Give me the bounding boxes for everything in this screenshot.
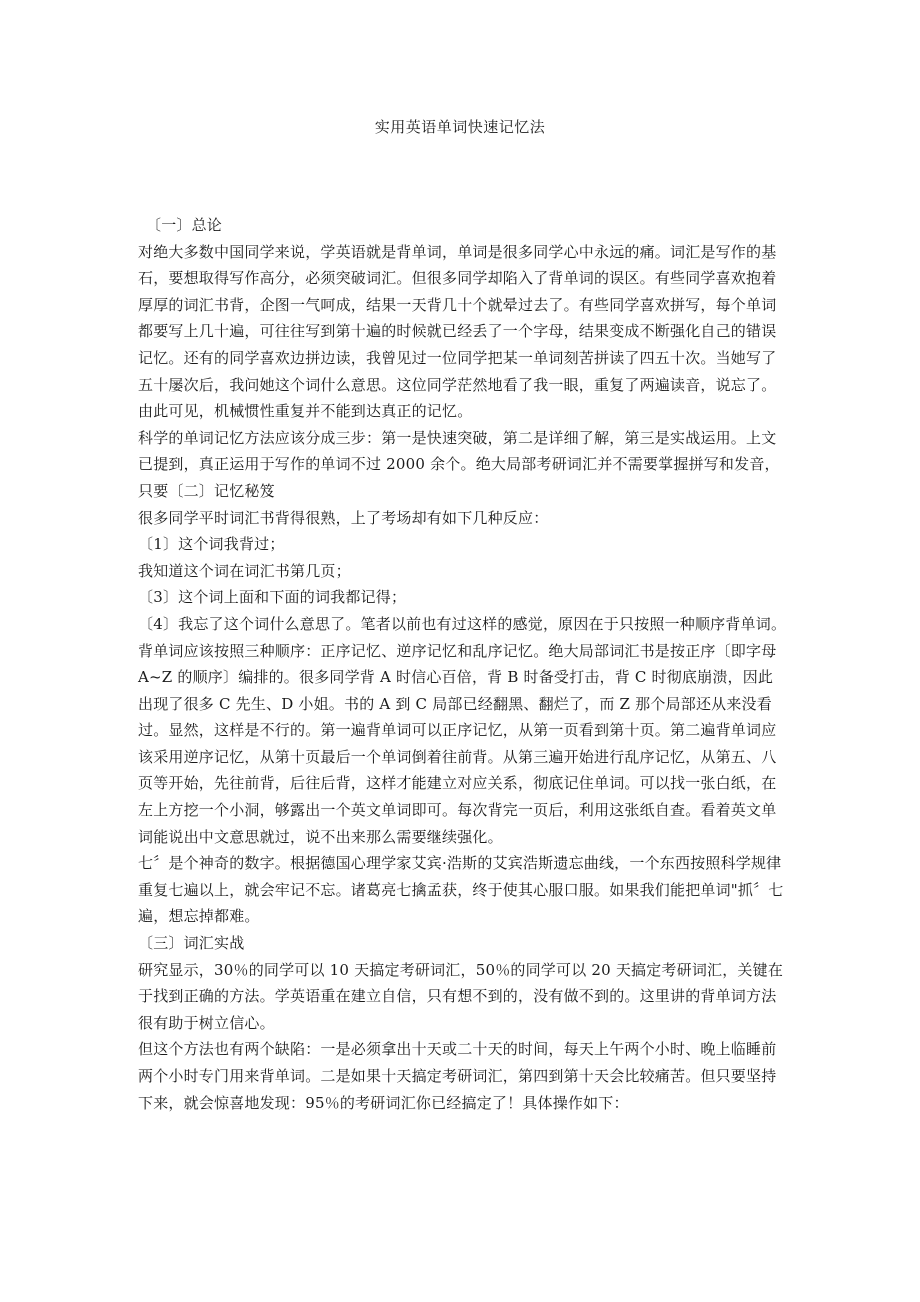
list-item: 〔3〕这个词上面和下面的词我都记得； — [138, 588, 407, 607]
section-heading-overview: 〔一〕总论 — [146, 216, 223, 234]
document-body — [138, 212, 788, 1116]
list-item: 我知道这个词在词汇书第几页； — [138, 561, 351, 580]
paragraph: 七〞是个神奇的数字。根据德国心理学家艾宾·浩斯的艾宾浩斯遗忘曲线，一个东西按照科学规律重复七遍以上，就会牢记不忘。诸葛亮七擒孟获，终于使其心服口服。如果我们能把单词"抓〞七遍，想忘掉都难。 — [138, 854, 784, 926]
list-item: 〔4〕我忘了这个词什么意思了。笔者以前也有过这样的感觉，原因在于只按照一种顺序背单词。 — [138, 614, 787, 633]
list-item: 〔1〕这个词我背过； — [138, 535, 285, 554]
paragraph: 科学的单词记忆方法应该分成三步：第一是快速突破，第二是详细了解，第三是实战运用。上文已提到，真正运用于写作的单词不过 2000 余个。绝大局部考研词汇并不需要掌握拼写和发音，只要〔二〕记忆秘笈 — [138, 428, 780, 500]
paragraph: 但这个方法也有两个缺陷：一是必须拿出十天或二十天的时间，每天上午两个小时、晚上临睡前两个小时专门用来背单词。二是如果十天搞定考研词汇，第四到第十天会比较痛苦。但只要坚持下来，就会惊喜地发现：95％的考研词汇你已经搞定了！具体操作如下： — [138, 1040, 777, 1112]
paragraph: 背单词应该按照三种顺序：正序记忆、逆序记忆和乱序记忆。绝大局部词汇书是按正序〔即字母 A~Z 的顺序〕编排的。很多同学背 A 时信心百倍，背 B 时备受打击，背 C 时彻底崩溃，因此出现了很多 C 先生、D 小姐。书的 A 到 C 局部已经翻黑、翻烂了，而 Z 那个局部还从来没看过。显然，这样是不行的。第一遍背单词可以正序记忆，从第一页看到第十页。第二遍背单词应该采用逆序记忆，从第十页最后一个单词倒着往前背。从第三遍开始进行乱序记忆，从第五、八页等开始，先往前背，后往后背，这样才能建立对应关系，彻底记住单词。可以找一张白纸，在左上方挖一个小洞，够露出一个英文单词即可。每次背完一页后，利用这张纸自查。看着英文单词能说出中文意思就过，说不出来那么需要继续强化。 — [138, 641, 777, 846]
paragraph: 研究显示，30％的同学可以 10 天搞定考研词汇，50％的同学可以 20 天搞定考研词汇，关键在于找到正确的方法。学英语重在建立自信，只有想不到的，没有做不到的。这里讲的背单词方法很有助于树立信心。 — [138, 960, 784, 1032]
paragraph: 很多同学平时词汇书背得很熟，上了考场却有如下几种反应： — [138, 508, 549, 527]
document-title: 实用英语单词快速记忆法 — [374, 118, 546, 136]
section-heading-practice: 〔三〕词汇实战 — [138, 934, 245, 953]
paragraph: 对绝大多数中国同学来说，学英语就是背单词，单词是很多同学心中永远的痛。词汇是写作的基石，要想取得写作高分，必须突破词汇。但很多同学却陷入了背单词的误区。有些同学喜欢抱着厚厚的词汇书背，企图一气呵成，结果一天背几十个就晕过去了。有些同学喜欢拼写，每个单词都要写上几十遍，可往往写到第十遍的时候就已经丢了一个字母，结果变成不断强化自己的错误记忆。还有的同学喜欢边拼边读，我曾见过一位同学把某一单词刻苦拼读了四五十次。当她写了五十屡次后，我问她这个词什么意思。这位同学茫然地看了我一眼，重复了两遍读音，说忘了。由此可见，机械惯性重复并不能到达真正的记忆。 — [138, 242, 777, 421]
